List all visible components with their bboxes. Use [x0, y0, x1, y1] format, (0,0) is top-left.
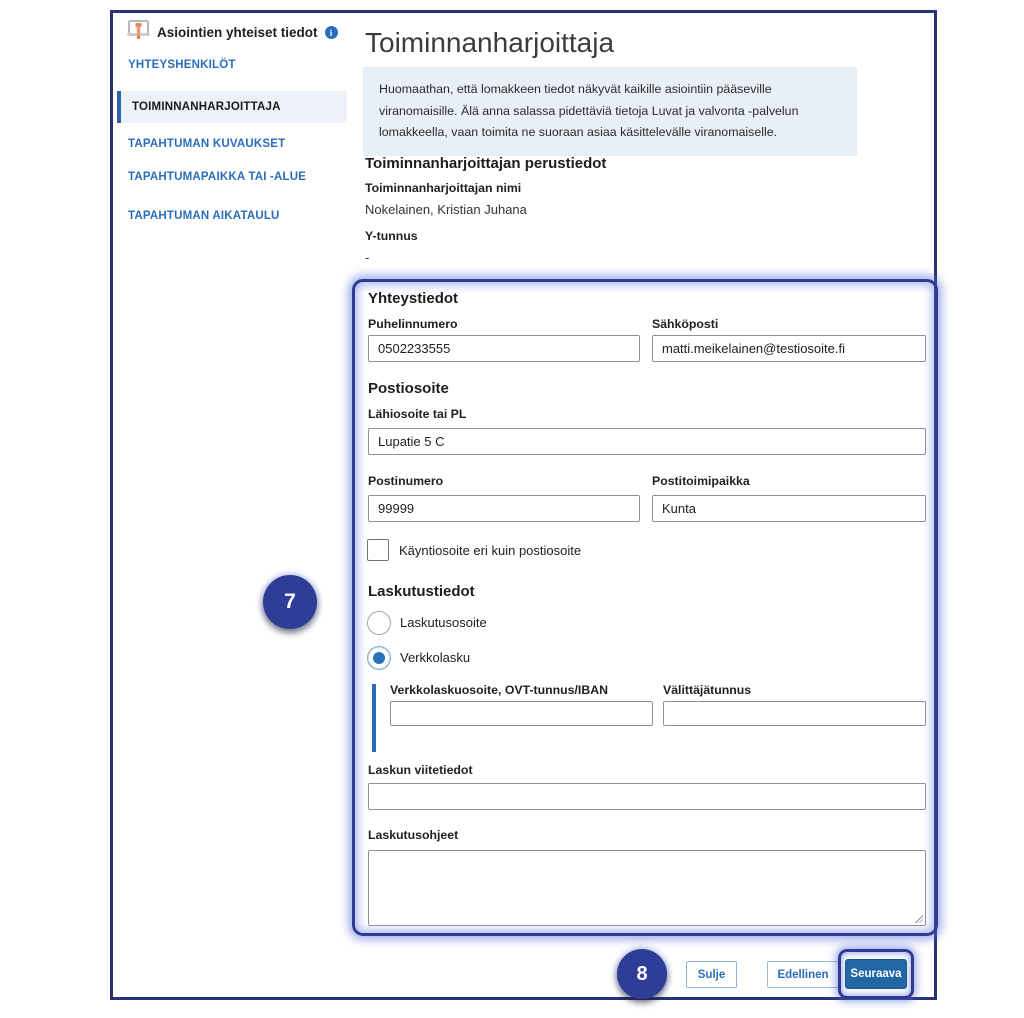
visiting-address-checkbox-label[interactable]: Käyntiosoite eri kuin postiosoite: [399, 543, 582, 558]
billing-heading: Laskutustiedot: [368, 583, 475, 600]
zip-label: Postinumero: [368, 474, 444, 488]
city-label: Postitoimipaikka: [652, 474, 750, 488]
operator-name-value: Nokelainen, Kristian Juhana: [365, 202, 527, 217]
billing-instructions-label: Laskutusohjeet: [368, 828, 459, 842]
einvoice-address-label: Verkkolaskuosoite, OVT-tunnus/IBAN: [390, 683, 608, 697]
sidebar-item-tapahtuman-aikataulu[interactable]: TAPAHTUMAN AIKATAULU: [128, 210, 280, 222]
sidebar-item-toiminnanharjoittaja[interactable]: TOIMINNANHARJOITTAJA: [117, 91, 347, 123]
service-logo-icon: [127, 20, 150, 45]
sidebar-item-yhteyshenkilot[interactable]: YHTEYSHENKILÖT: [128, 59, 236, 71]
page-title: Toiminnanharjoittaja: [365, 27, 615, 58]
previous-button[interactable]: Edellinen: [767, 961, 839, 988]
notice-banner: Huomaathan, että lomakkeen tiedot näkyvät kaikille asiointiin pääseville viranomaisille. Älä anna salassa pidettäviä tietoja Luvat ja valvonta -palvelun lomakkeella, vaan toimita ne suoraan asiaa käsittelevälle viranomaiselle.: [363, 67, 857, 156]
einvoice-address-input[interactable]: [390, 701, 653, 726]
step7-badge: 7: [263, 575, 317, 629]
billing-address-radio[interactable]: [367, 611, 391, 635]
billing-instructions-textarea[interactable]: [368, 850, 926, 926]
phone-label: Puhelinnumero: [368, 317, 458, 331]
step8-highlight-ring: [838, 949, 914, 999]
step8-badge: 8: [617, 949, 667, 999]
email-input[interactable]: [652, 335, 926, 362]
sidebar-header: [127, 20, 338, 45]
street-label: Lähiosoite tai PL: [368, 407, 467, 421]
broker-id-input[interactable]: [663, 701, 926, 726]
business-id-label: Y-tunnus: [365, 229, 418, 243]
visiting-address-checkbox[interactable]: [367, 539, 389, 561]
invoice-reference-label: Laskun viitetiedot: [368, 763, 473, 777]
invoice-reference-input[interactable]: [368, 783, 926, 810]
street-input[interactable]: [368, 428, 926, 455]
phone-input[interactable]: [368, 335, 640, 362]
business-id-value: -: [365, 250, 370, 265]
app-window-frame: [110, 10, 937, 1000]
close-button[interactable]: Sulje: [686, 961, 737, 988]
city-input[interactable]: [652, 495, 926, 522]
einvoice-group-indent-bar: [372, 684, 376, 752]
next-button[interactable]: Seuraava: [845, 959, 907, 989]
operator-name-label: Toiminnanharjoittajan nimi: [365, 181, 522, 195]
basic-info-heading: Toiminnanharjoittajan perustiedot: [365, 155, 607, 172]
broker-id-label: Välittäjätunnus: [663, 683, 752, 697]
email-label: Sähköposti: [652, 317, 719, 331]
zip-input[interactable]: [368, 495, 640, 522]
billing-address-radio-label[interactable]: Laskutusosoite: [400, 615, 487, 630]
sidebar-title: Asiointien yhteiset tiedot: [157, 25, 318, 40]
einvoice-radio[interactable]: [367, 646, 391, 670]
einvoice-radio-label[interactable]: Verkkolasku: [400, 650, 471, 665]
info-icon[interactable]: i: [325, 26, 338, 39]
postal-heading: Postiosoite: [368, 380, 449, 397]
sidebar-item-tapahtumapaikka[interactable]: TAPAHTUMAPAIKKA TAI -ALUE: [128, 171, 307, 183]
contact-heading: Yhteystiedot: [368, 290, 459, 307]
sidebar-item-tapahtuman-kuvaukset[interactable]: TAPAHTUMAN KUVAUKSET: [128, 138, 286, 150]
